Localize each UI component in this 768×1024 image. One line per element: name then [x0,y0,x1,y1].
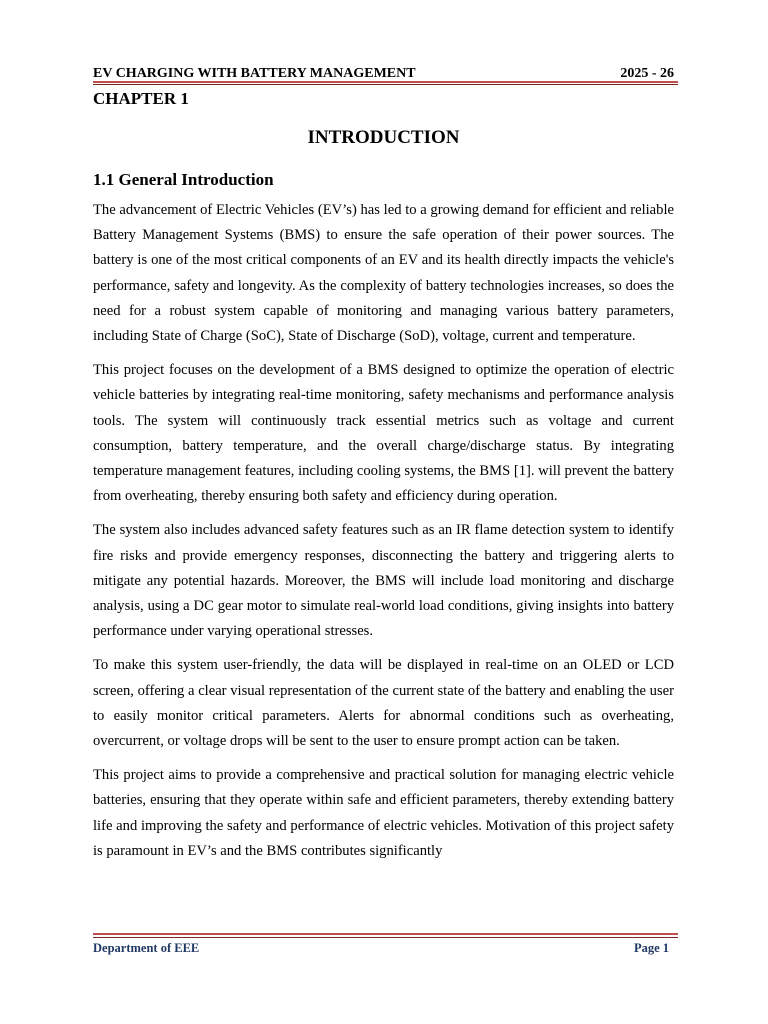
paragraph: To make this system user-friendly, the data will be displayed in real-time on an OLED or LCD screen, offering a clear visual representation of the current state of the battery and enabling the user to easily monitor critical parameters. Alerts for abnormal conditions such as overheating, overcurrent, or voltage drops will be sent to the user to ensure prompt action can be taken. [93,657,674,750]
header-rule [93,81,678,83]
header-rule-thin [93,84,678,85]
chapter-heading: INTRODUCTION [307,127,460,148]
running-footer [93,940,677,956]
paragraph: This project aims to provide a comprehensive and practical solution for managing electric vehicle batteries, ensuring that they operate within safe and efficient parameters, thereby extending battery life and improving the safety and performance of electric vehicles. Motivation of this project safety is paramount in EV’s and the BMS contributes significantly [93,767,674,859]
paragraph: The advancement of Electric Vehicles (EV’s) has led to a growing demand for efficient and reliable Battery Management Systems (BMS) to ensure the safe operation of their power sources. The battery is one of the most critical components of an EV and its health directly impacts the vehicle's performance, safety and longevity. As the complexity of battery technologies increases, so does the need for a robust system capable of monitoring and managing various battery parameters, including State of Charge (SoC), State of Discharge (SoD), voltage, current and temperature. [93,202,674,345]
academic-year: 2025 - 26 [620,66,674,81]
page-number: Page 1 [633,941,669,955]
footer-rule-thin [93,937,678,938]
body-text [93,198,674,864]
running-header [93,66,677,82]
document-title: EV CHARGING WITH BATTERY MANAGEMENT [93,66,416,81]
department-label: Department of EEE [93,941,200,955]
paragraph: The system also includes advanced safety features such as an IR flame detection system to identify fire risks and provide emergency responses, disconnecting the battery and triggering alerts to mitigate any potential hazards. Moreover, the BMS will include load monitoring and discharge analysis, using a DC gear motor to simulate real-world load conditions, giving insights into battery performance under varying operational stresses. [93,522,674,640]
footer-rule [93,933,678,935]
section-title: 1.1 General Introduction [93,170,274,189]
chapter-label: CHAPTER 1 [93,89,189,108]
paragraph: This project focuses on the development of a BMS designed to optimize the operation of electric vehicle batteries by integrating real-time monitoring, safety mechanisms and performance analysis tools. The system will continuously track essential metrics such as voltage and current consumption, battery temperature, and the overall charge/discharge status. By integrating temperature management features, including cooling systems, the BMS [1]. will prevent the battery from overheating, thereby ensuring both safety and efficiency during operation. [93,362,674,505]
